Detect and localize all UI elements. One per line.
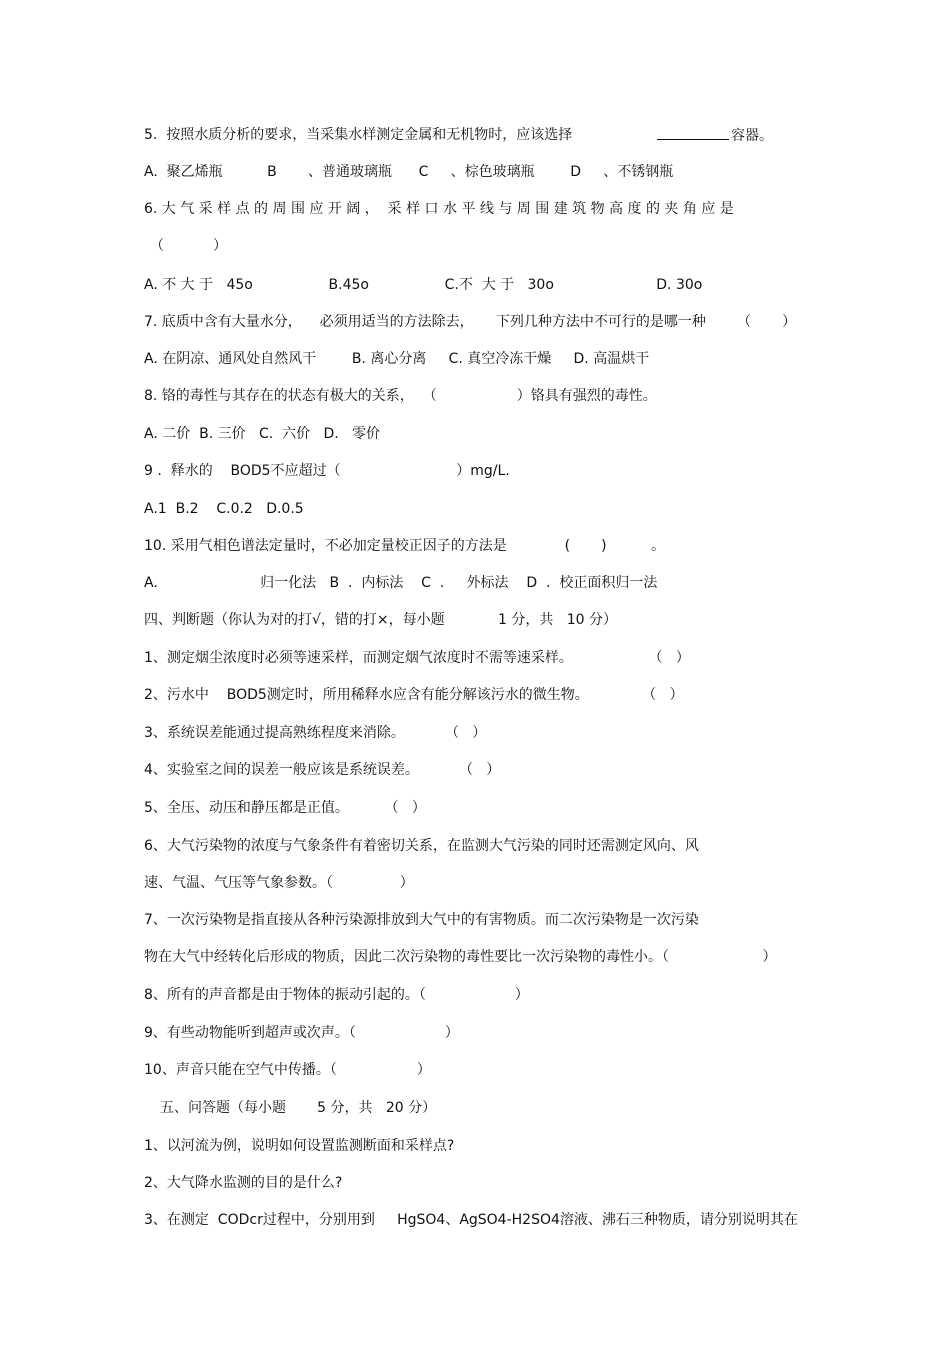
question-8: 8. 铬的毒性与其存在的状态有极大的关系， （ ）铬具有强烈的毒性。 [144, 388, 657, 404]
question-9: 9 . 释水的 BOD5不应超过（ ）mg/L. [144, 463, 510, 479]
question-10: 10. 采用气相色谱法定量时，不必加定量校正因子的方法是 ( ) 。 [144, 538, 666, 554]
question-5-blank [655, 125, 773, 146]
judgment-4: 4、实验室之间的误差一般应该是系统误差。 （ ） [144, 762, 501, 778]
section-5-heading: 五、问答题（每小题 5 分，共 20 分） [160, 1100, 437, 1116]
judgment-6-line-2: 速、气温、气压等气象参数。（ ） [144, 875, 414, 891]
answer-question-2: 2、大气降水监测的目的是什么? [144, 1175, 343, 1191]
judgment-3: 3、系统误差能通过提高熟练程度来消除。 （ ） [144, 725, 487, 741]
question-7: 7. 底质中含有大量水分， 必须用适当的方法除去， 下列几种方法中不可行的是哪一种 （ ） [144, 314, 797, 330]
question-6: 6. 大 气 采 样 点 的 周 围 应 开 阔 ， 采 样 口 水 平 线 与 周 围 建 筑 物 高 度 的 夹 角 应 是 [144, 201, 734, 217]
question-9-options: A.1 B.2 C.0.2 D.0.5 [144, 501, 304, 517]
judgment-1: 1、测定烟尘浓度时必须等速采样，而测定烟气浓度时不需等速采样。 （ ） [144, 650, 690, 666]
judgment-10: 10、声音只能在空气中传播。（ ） [144, 1062, 431, 1078]
answer-blank[interactable] [657, 125, 729, 140]
question-6-paren: （ ） [150, 238, 227, 254]
question-5: 5. 按照水质分析的要求，当采集水样测定金属和无机物时，应该选择 [144, 127, 573, 143]
judgment-9: 9、有些动物能听到超声或次声。（ ） [144, 1025, 459, 1041]
judgment-5: 5、全压、动压和静压都是正值。 （ ） [144, 800, 426, 816]
answer-question-3: 3、在测定 CODcr过程中，分别用到 HgSO4、AgSO4-H2SO4溶液、沸石三种物质，请分别说明其在 [144, 1212, 798, 1228]
judgment-2: 2、污水中 BOD5测定时，所用稀释水应含有能分解该污水的微生物。 （ ） [144, 687, 684, 703]
answer-question-1: 1、以河流为例，说明如何设置监测断面和采样点? [144, 1138, 455, 1154]
question-7-options: A. 在阴凉、通风处自然风干 B. 离心分离 C. 真空冷冻干燥 D. 高温烘干 [144, 351, 650, 367]
judgment-7-line-1: 7、一次污染物是指直接从各种污染源排放到大气中的有害物质。而二次污染物是一次污染 [144, 912, 699, 928]
question-5-options: A. 聚乙烯瓶 B 、普通玻璃瓶 C 、棕色玻璃瓶 D 、不锈钢瓶 [144, 164, 674, 180]
section-4-heading: 四、判断题（你认为对的打√，错的打×，每小题 1 分，共 10 分） [144, 612, 618, 628]
question-8-options: A. 二价 B. 三价 C. 六价 D. 零价 [144, 426, 381, 442]
judgment-8: 8、所有的声音都是由于物体的振动引起的。（ ） [144, 987, 529, 1003]
question-10-options: A. 归一化法 B . 内标法 C . 外标法 D . 校正面积归一法 [144, 575, 658, 591]
question-6-options: A. 不 大 于 45o B.45o C.不 大 于 30o D. 30o [144, 277, 703, 293]
judgment-6-line-1: 6、大气污染物的浓度与气象条件有着密切关系，在监测大气污染的同时还需测定风向、风 [144, 838, 699, 854]
question-5-tail: 容器。 [731, 128, 773, 144]
judgment-7-line-2: 物在大气中经转化后形成的物质，因此二次污染物的毒性要比一次污染物的毒性小。（ ） [144, 949, 777, 965]
